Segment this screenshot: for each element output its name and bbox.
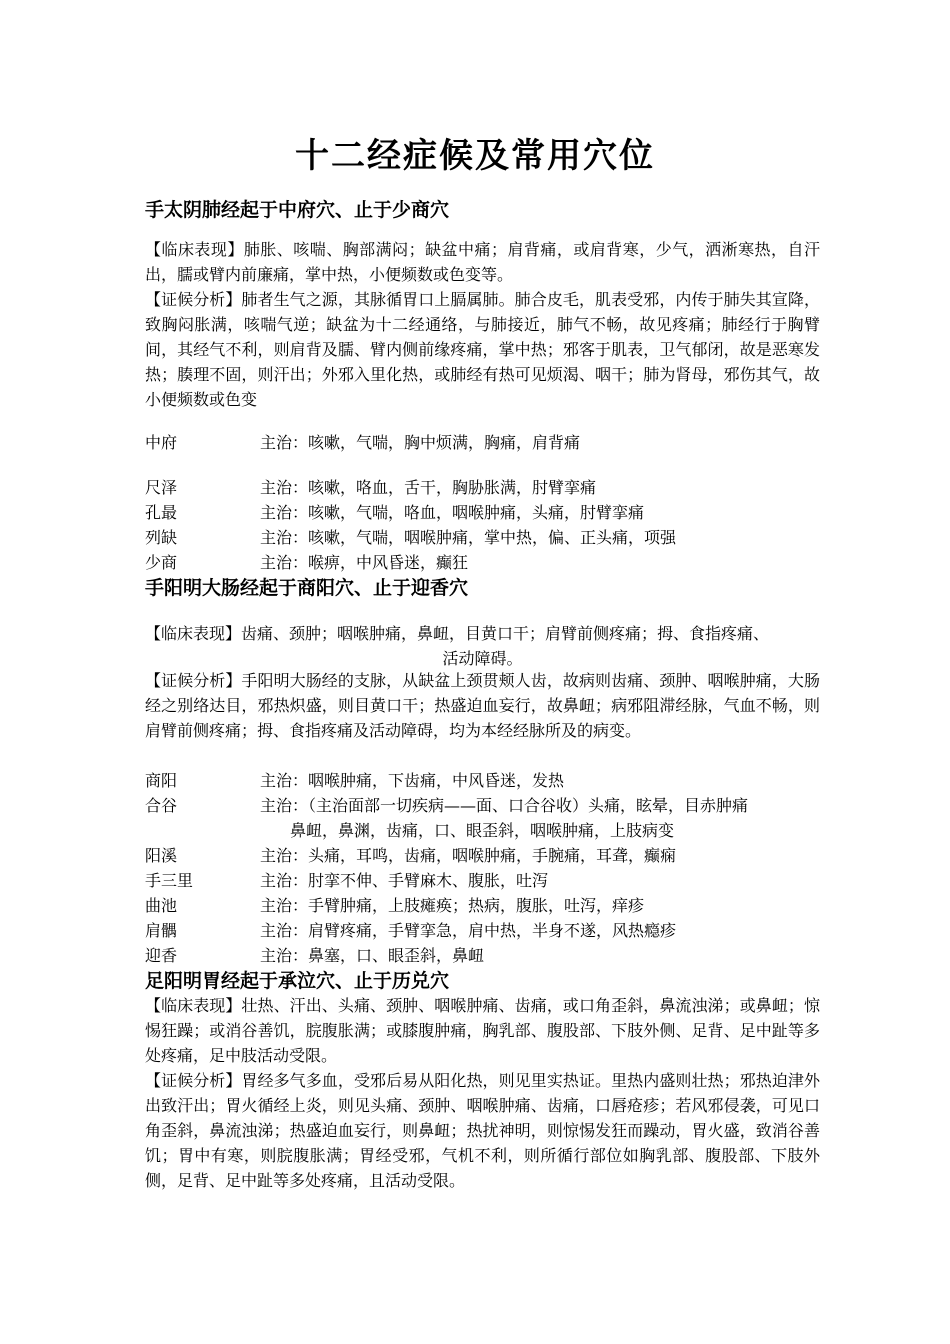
acupoint-indications: 主治：咳嗽，咯血，舌干，胸胁胀满，肘臂挛痛 [260,478,597,497]
acupoint-name: 商阳 [145,771,178,790]
acupoint-indications: 主治：喉痹，中风昏迷，癫狂 [260,553,469,572]
acupoint-name: 孔最 [145,503,178,522]
acupoint-indications-line1: 主治：（主治面部一切疾病——面、口合谷收）头痛，眩晕，目赤肿痛 [260,796,749,815]
clinical-manifestation-stomach: 【临床表现】壮热、汗出、头痛、颈肿、咽喉肿痛、齿痛，或口角歪斜，鼻流浊涕；或鼻衄；惊惕狂躁；或消谷善饥，脘腹胀满；或膝腹肿痛，胸乳部、腹股部、下肢外侧、足背、足中趾等多处疼痛，足中肢活动受限。 [145,996,820,1065]
acupoint-indications [260,793,830,843]
clinical-text-continued: 活动障碍。 [442,649,523,668]
acupoint-indications: 主治：肩臂疼痛，手臂挛急，肩中热，半身不遂，风热瘾疹 [260,921,677,940]
clinical-manifestation-large-intestine [145,621,820,671]
acupoint-indications: 主治：咳嗽，气喘，咽喉肿痛，掌中热，偏、正头痛，项强 [260,528,677,547]
syndrome-analysis-lung: 【证候分析】肺者生气之源，其脉循胃口上膈属肺。肺合皮毛，肌表受邪，内传于肺失其宣降，致胸闷胀满，咳喘气逆；缺盆为十二经通络，与肺接近，肺气不畅，故见疼痛；肺经行于胸臂间，其经气不利，则肩背及臑、臂内侧前缘疼痛，掌中热；邪客于肌表，卫气郁闭，故是恶寒发热；腠理不固，则汗出；外邪入里化热，或肺经有热可见烦渴、咽干；肺为肾母，邪伤其气，故小便频数或色变 [145,290,820,409]
acupoint-name: 阳溪 [145,846,178,865]
acupoint-indications: 主治：头痛，耳鸣，齿痛，咽喉肿痛，手腕痛，耳聋，癫痫 [260,846,677,865]
acupoint-name: 合谷 [145,796,178,815]
acupoint-name: 迎香 [145,946,178,965]
acupoint-name: 尺泽 [145,478,178,497]
acupoint-name: 手三里 [145,871,194,890]
syndrome-analysis-large-intestine: 【证候分析】手阳明大肠经的支脉，从缺盆上颈贯颊人齿，故病则齿痛、颈肿、咽喉肿痛，大肠经之别络达目，邪热炽盛，则目黄口干；热盛迫血妄行，故鼻衄；病邪阻滞经脉，气血不畅，则肩臂前侧疼痛；拇、食指疼痛及活动障碍，均为本经经脉所及的病变。 [145,671,820,740]
acupoint-indications-line2: 鼻衄，鼻渊，齿痛，口、眼歪斜，咽喉肿痛，上肢病变 [290,821,675,840]
acupoint-name: 肩髃 [145,921,178,940]
acupoint-indications: 主治：咳嗽，气喘，咯血，咽喉肿痛，头痛，肘臂挛痛 [260,503,645,522]
syndrome-analysis-stomach: 【证候分析】胃经多气多血，受邪后易从阳化热，则见里实热证。里热内盛则壮热；邪热迫津外出致汗出；胃火循经上炎，则见头痛、颈肿、咽喉肿痛、齿痛，口唇疮疹；若风邪侵袭，可见口角歪斜，鼻流浊涕；热盛迫血妄行，则鼻衄；热扰神明，则惊惕发狂而躁动，胃火盛，致消谷善饥；胃中有寒，则脘腹胀满；胃经受邪，气机不利，则所循行部位如胸乳部、腹股部、下肢外侧，足背、足中趾等多处疼痛，且活动受限。 [145,1071,820,1190]
clinical-manifestation-lung: 【临床表现】肺胀、咳喘、胸部满闷；缺盆中痛；肩背痛，或肩背寒，少气，洒淅寒热，自汗出，臑或臂内前廉痛，掌中热，小便频数或色变等。 [145,240,820,284]
section-heading-lung-meridian: 手太阴肺经起于中府穴、止于少商穴 [145,199,450,221]
acupoint-indications: 主治：鼻塞，口、眼歪斜，鼻衄 [260,946,485,965]
clinical-text: 【临床表现】齿痛、颈肿；咽喉肿痛，鼻衄，目黄口干；肩臂前侧疼痛；拇、食指疼痛、 [145,624,770,643]
acupoint-name: 中府 [145,433,178,452]
section-heading-stomach-meridian: 足阳明胃经起于承泣穴、止于历兑穴 [145,970,450,992]
acupoint-indications: 主治：咳嗽，气喘，胸中烦满，胸痛，肩背痛 [260,433,581,452]
acupoint-name: 列缺 [145,528,178,547]
section-heading-large-intestine-meridian: 手阳明大肠经起于商阳穴、止于迎香穴 [145,577,469,599]
acupoint-indications: 主治：咽喉肿痛，下齿痛，中风昏迷，发热 [260,771,565,790]
page-title: 十二经症候及常用穴位 [295,136,655,176]
acupoint-name: 少商 [145,553,178,572]
acupoint-indications: 主治：肘挛不伸、手臂麻木、腹胀，吐泻 [260,871,549,890]
acupoint-indications: 主治：手臂肿痛，上肢瘫痪；热病，腹胀，吐泻，痒疹 [260,896,645,915]
acupoint-name: 曲池 [145,896,178,915]
